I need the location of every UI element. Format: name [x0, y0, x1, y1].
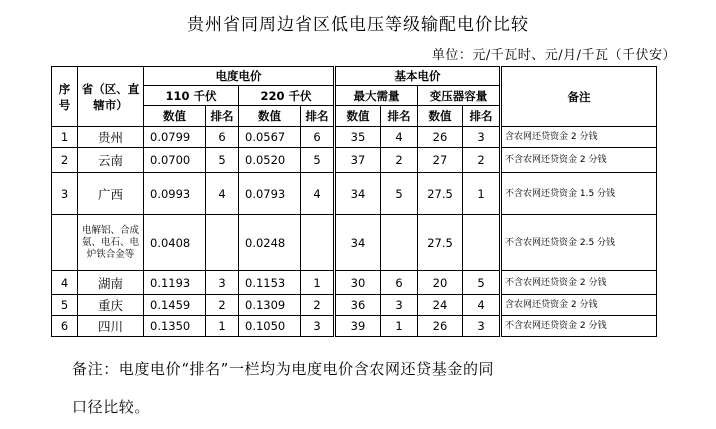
cell-110-rank	[206, 215, 239, 271]
cell-note: 含农网还贷资金 2 分钱	[501, 295, 657, 316]
header-value: 数值	[418, 106, 463, 127]
cell-note: 不含农网还贷资金 2 分钱	[501, 316, 657, 337]
header-rank: 排名	[206, 106, 239, 127]
header-220kv: 220 千伏	[239, 86, 335, 106]
header-province: 省（区、直辖市）	[78, 67, 144, 127]
cell-tc-rank: 5	[463, 271, 501, 295]
cell-md-rank: 3	[381, 295, 418, 316]
cell-tc-rank: 1	[463, 173, 501, 215]
cell-220-rank: 1	[301, 271, 335, 295]
cell-tc-rank	[463, 215, 501, 271]
header-note: 备注	[501, 67, 657, 127]
cell-md-value: 39	[335, 316, 381, 337]
cell-110-value: 0.1350	[144, 316, 206, 337]
header-rank: 排名	[463, 106, 501, 127]
cell-220-rank: 3	[301, 316, 335, 337]
cell-md-rank: 2	[381, 148, 418, 173]
cell-tc-rank: 3	[463, 316, 501, 337]
row-seq: 3	[52, 173, 78, 215]
cell-note: 不含农网还贷资金 2 分钱	[501, 271, 657, 295]
cell-md-rank: 6	[381, 271, 418, 295]
cell-110-value: 0.0408	[144, 215, 206, 271]
cell-220-value: 0.0248	[239, 215, 301, 271]
cell-220-value: 0.0793	[239, 173, 301, 215]
cell-md-rank: 5	[381, 173, 418, 215]
cell-220-rank: 5	[301, 148, 335, 173]
header-basic-price: 基本电价	[335, 67, 501, 86]
cell-tc-value: 27	[418, 148, 463, 173]
cell-tc-rank: 4	[463, 295, 501, 316]
cell-110-value: 0.1193	[144, 271, 206, 295]
table-row	[52, 295, 657, 316]
price-comparison-table	[51, 66, 657, 337]
table-row	[52, 215, 657, 271]
table-row	[52, 316, 657, 337]
cell-md-rank: 4	[381, 127, 418, 148]
header-value: 数值	[144, 106, 206, 127]
cell-note: 不含农网还贷资金 1.5 分钱	[501, 173, 657, 215]
cell-md-rank: 1	[381, 316, 418, 337]
header-transformer: 变压器容量	[418, 86, 501, 106]
cell-md-value: 37	[335, 148, 381, 173]
cell-tc-value: 27.5	[418, 215, 463, 271]
table-row	[52, 173, 657, 215]
row-name: 广西	[78, 173, 144, 215]
cell-tc-value: 26	[418, 127, 463, 148]
cell-110-value: 0.0799	[144, 127, 206, 148]
cell-220-value: 0.1309	[239, 295, 301, 316]
row-seq: 1	[52, 127, 78, 148]
cell-220-value: 0.0520	[239, 148, 301, 173]
table-row	[52, 271, 657, 295]
cell-note: 含农网还贷资金 2 分钱	[501, 127, 657, 148]
row-name: 湖南	[78, 271, 144, 295]
row-seq: 6	[52, 316, 78, 337]
cell-220-rank: 2	[301, 295, 335, 316]
cell-md-value: 35	[335, 127, 381, 148]
cell-110-rank: 4	[206, 173, 239, 215]
header-110kv: 110 千伏	[144, 86, 239, 106]
row-name: 贵州	[78, 127, 144, 148]
cell-md-value: 34	[335, 173, 381, 215]
cell-tc-rank: 3	[463, 127, 501, 148]
cell-md-value: 34	[335, 215, 381, 271]
cell-md-value: 30	[335, 271, 381, 295]
cell-110-rank: 1	[206, 316, 239, 337]
row-name: 重庆	[78, 295, 144, 316]
row-seq: 5	[52, 295, 78, 316]
table-row	[52, 127, 657, 148]
header-value: 数值	[239, 106, 301, 127]
cell-110-value: 0.0993	[144, 173, 206, 215]
cell-tc-value: 24	[418, 295, 463, 316]
row-name: 电解铝、合成氨、电石、电炉铁合金等	[78, 215, 144, 271]
footnote: 备注：电度电价“排名”一栏均为电度电价含农网还贷基金的同	[72, 360, 495, 378]
cell-220-value: 0.1050	[239, 316, 301, 337]
cell-110-value: 0.0700	[144, 148, 206, 173]
cell-tc-value: 27.5	[418, 173, 463, 215]
cell-tc-rank: 2	[463, 148, 501, 173]
cell-tc-value: 20	[418, 271, 463, 295]
row-seq: 4	[52, 271, 78, 295]
cell-220-rank: 4	[301, 173, 335, 215]
document-title: 贵州省同周边省区低电压等级输配电价比较	[187, 15, 529, 35]
header-rank: 排名	[301, 106, 335, 127]
footnote-continued: 口径比较。	[72, 398, 151, 416]
header-seq: 序号	[52, 67, 78, 127]
table-row	[52, 148, 657, 173]
cell-110-rank: 5	[206, 148, 239, 173]
cell-110-value: 0.1459	[144, 295, 206, 316]
cell-220-rank: 6	[301, 127, 335, 148]
cell-110-rank: 2	[206, 295, 239, 316]
cell-md-value: 36	[335, 295, 381, 316]
header-max-demand: 最大需量	[335, 86, 418, 106]
row-seq	[52, 215, 78, 271]
cell-220-value: 0.0567	[239, 127, 301, 148]
cell-md-rank	[381, 215, 418, 271]
cell-note: 不含农网还贷资金 2 分钱	[501, 148, 657, 173]
cell-220-value: 0.1153	[239, 271, 301, 295]
row-seq: 2	[52, 148, 78, 173]
cell-110-rank: 6	[206, 127, 239, 148]
unit-note: 单位：元/千瓦时、元/月/千瓦（千伏安）	[431, 48, 676, 63]
header-rank: 排名	[381, 106, 418, 127]
row-name: 四川	[78, 316, 144, 337]
header-energy-price: 电度电价	[144, 67, 335, 86]
cell-note: 不含农网还贷资金 2.5 分钱	[501, 215, 657, 271]
cell-tc-value: 26	[418, 316, 463, 337]
cell-110-rank: 3	[206, 271, 239, 295]
cell-220-rank	[301, 215, 335, 271]
row-name: 云南	[78, 148, 144, 173]
header-value: 数值	[335, 106, 381, 127]
